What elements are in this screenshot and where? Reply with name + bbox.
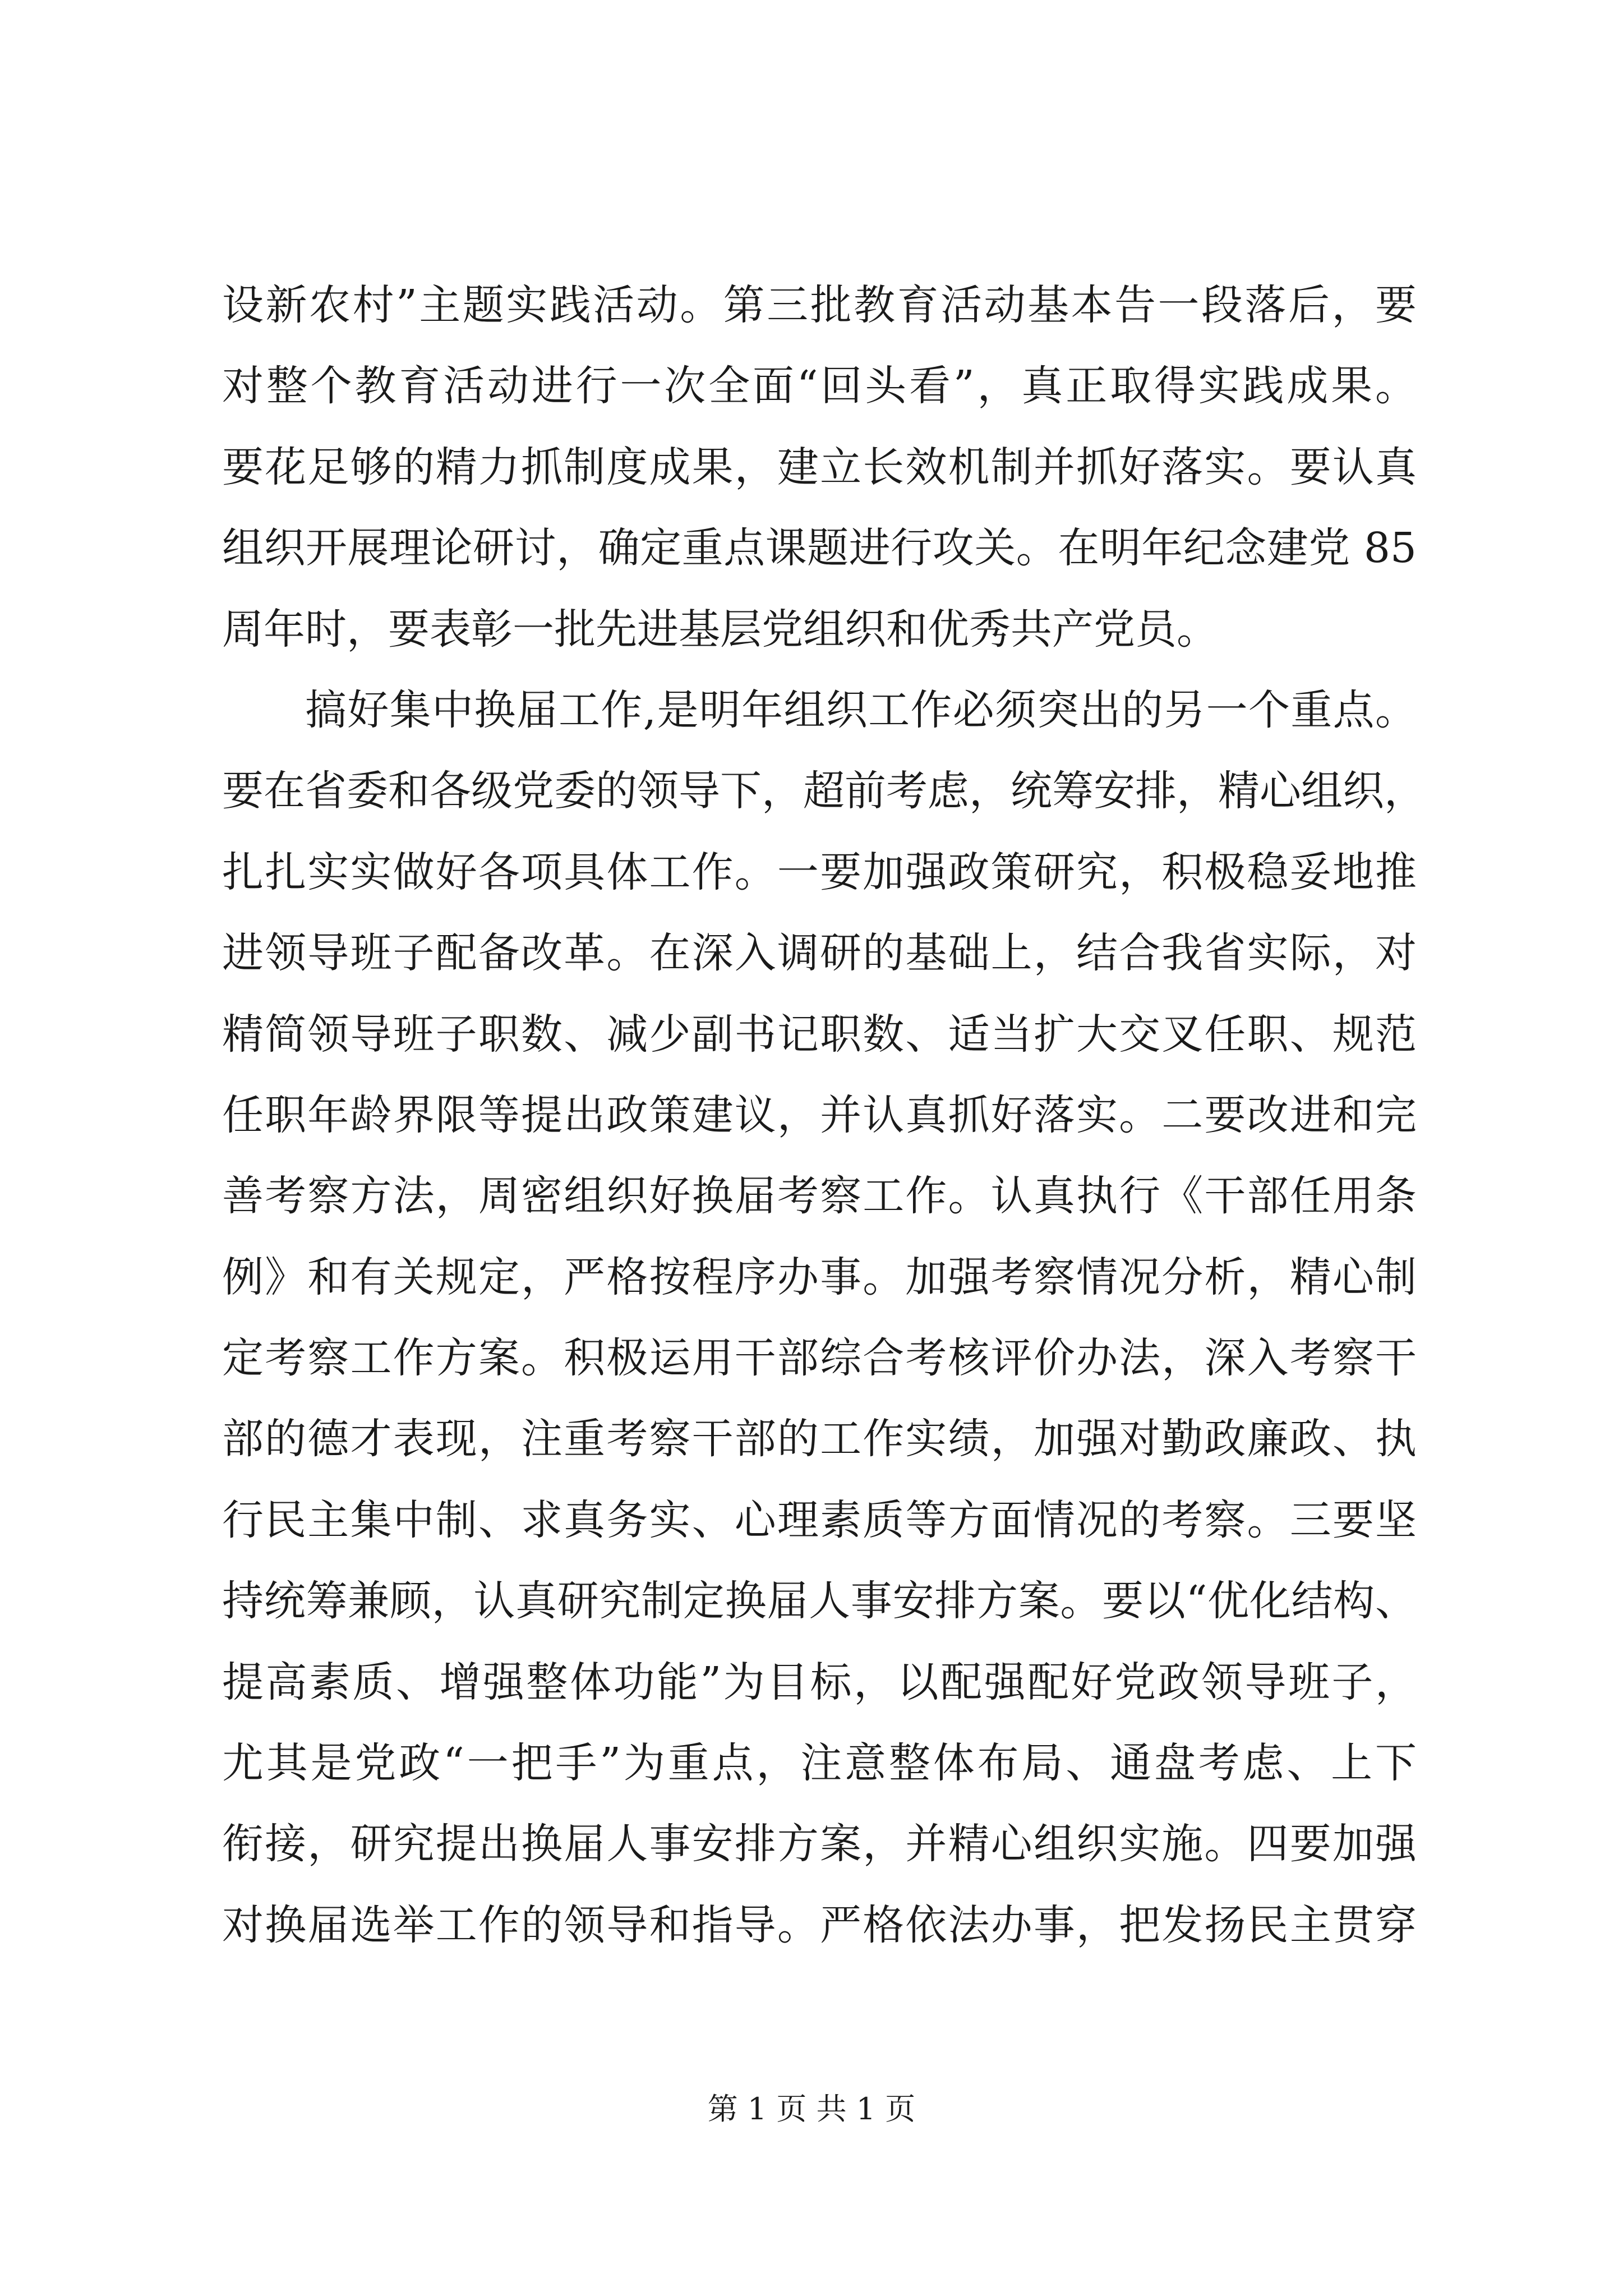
text-line: 定考察工作方案。积极运用干部综合考核评价办法，深入考察干 bbox=[222, 1334, 1417, 1383]
text-line: 行民主集中制、求真务实、心理素质等方面情况的考察。三要坚 bbox=[222, 1496, 1417, 1544]
text-line: 部的德才表现，注重考察干部的工作实绩，加强对勤政廉政、执 bbox=[222, 1415, 1417, 1464]
page-number-footer: 第 1 页 共 1 页 bbox=[707, 2091, 916, 2127]
text-line: 设新农村”主题实践活动。第三批教育活动基本告一段落后，要 bbox=[222, 281, 1417, 329]
text-line: 善考察方法，周密组织好换届考察工作。认真执行《干部任用条 bbox=[222, 1172, 1417, 1221]
text-line: 提高素质、增强整体功能”为目标，以配强配好党政领导班子， bbox=[222, 1658, 1417, 1706]
text-line: 精简领导班子职数、减少副书记职数、适当扩大交叉任职、规范 bbox=[222, 1010, 1417, 1059]
text-line: 组织开展理论研讨，确定重点课题进行攻关。在明年纪念建党 85 bbox=[222, 524, 1417, 573]
text-line: 对换届选举工作的领导和指导。严格依法办事，把发扬民主贯穿 bbox=[222, 1901, 1417, 1949]
paragraph-1 bbox=[222, 265, 1417, 670]
text-line: 例》和有关规定，严格按程序办事。加强考察情况分析，精心制 bbox=[222, 1253, 1417, 1301]
paragraph-2 bbox=[222, 670, 1426, 1966]
text-line: 扎扎实实做好各项具体工作。一要加强政策研究，积极稳妥地推 bbox=[222, 848, 1417, 896]
text-line: 衔接，研究提出换届人事安排方案，并精心组织实施。四要加强 bbox=[222, 1820, 1417, 1869]
text-line: 尤其是党政“一把手”为重点，注意整体布局、通盘考虑、上下 bbox=[222, 1739, 1417, 1788]
text-line: 要在省委和各级党委的领导下，超前考虑，统筹安排，精心组织， bbox=[222, 767, 1426, 816]
text-line: 对整个教育活动进行一次全面“回头看”，真正取得实践成果。 bbox=[222, 362, 1417, 411]
text-line: 搞好集中换届工作,是明年组织工作必须突出的另一个重点。 bbox=[305, 685, 1417, 734]
body-text bbox=[222, 265, 1426, 1966]
text-line: 持统筹兼顾，认真研究制定换届人事安排方案。要以“优化结构、 bbox=[222, 1577, 1417, 1626]
text-line: 任职年龄界限等提出政策建议，并认真抓好落实。二要改进和完 bbox=[222, 1091, 1417, 1139]
text-line: 周年时，要表彰一批先进基层党组织和优秀共产党员。 bbox=[222, 605, 1218, 654]
text-line: 要花足够的精力抓制度成果，建立长效机制并抓好落实。要认真 bbox=[222, 443, 1417, 491]
text-line: 进领导班子配备改革。在深入调研的基础上，结合我省实际，对 bbox=[222, 929, 1417, 978]
